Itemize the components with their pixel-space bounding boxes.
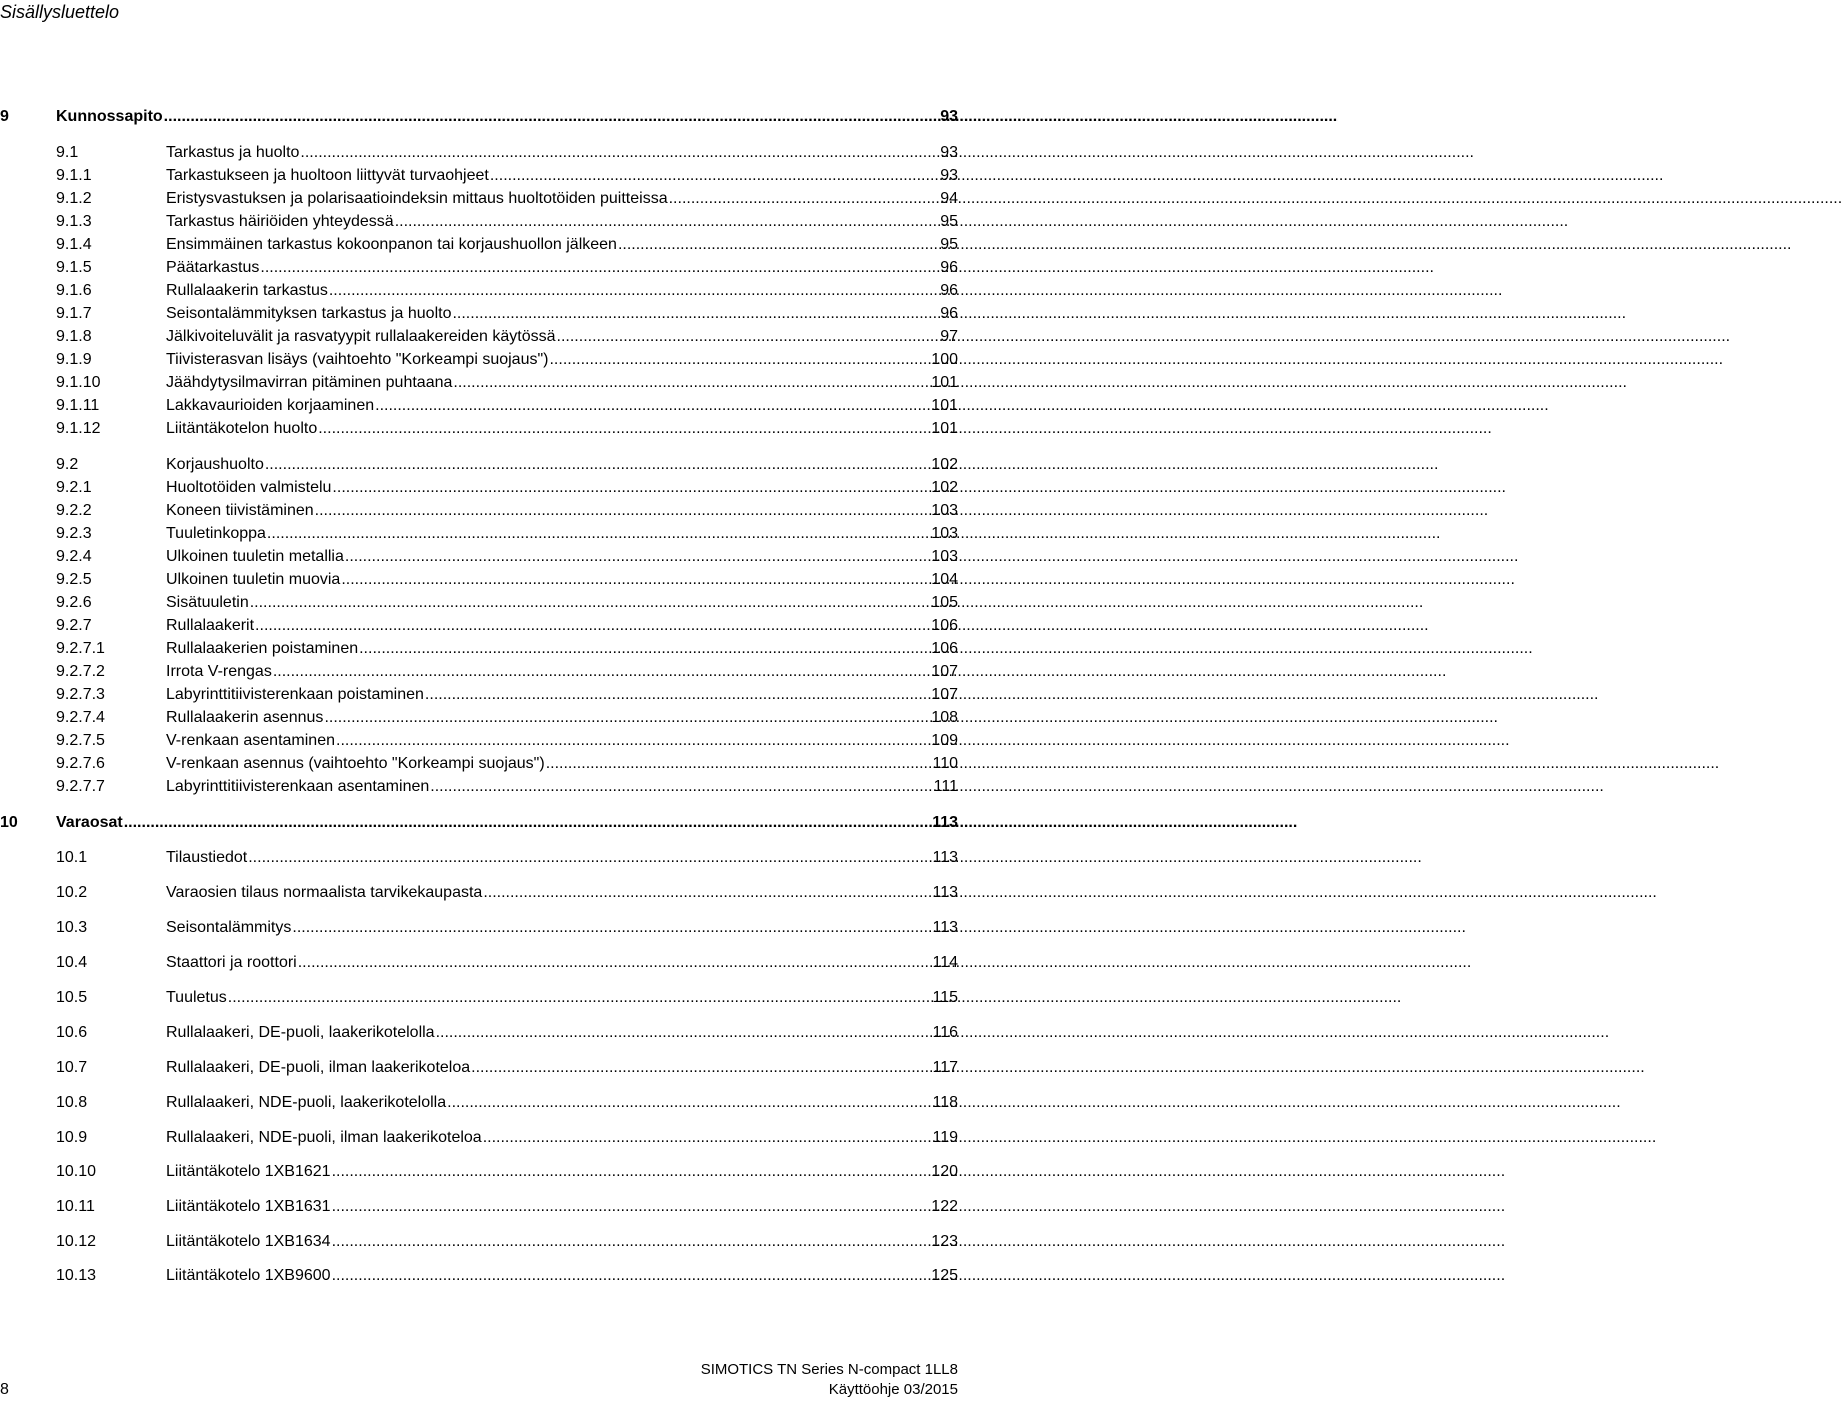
toc-entry[interactable] <box>56 776 958 798</box>
toc-number: 10.5 <box>56 989 88 1006</box>
toc-number: 9.1.1 <box>56 167 92 184</box>
toc-entry[interactable] <box>56 1196 958 1218</box>
toc-page-number[interactable]: 113 <box>932 919 958 936</box>
toc-entry[interactable] <box>56 349 958 371</box>
toc-number: 9.1.8 <box>56 328 92 345</box>
toc-entry[interactable] <box>56 1022 958 1044</box>
toc-leader-dots <box>298 952 932 974</box>
toc-title[interactable]: Rullalaakerit <box>166 617 255 634</box>
toc-entry[interactable] <box>56 882 958 904</box>
toc-page-number[interactable]: 107 <box>931 686 958 703</box>
toc-title[interactable]: Jälkivoiteluvälit ja rasvatyypit rullalaakereiden käytössä <box>166 328 556 345</box>
toc-number: 9.2.2 <box>56 502 92 519</box>
toc-page-number[interactable]: 106 <box>931 640 958 657</box>
toc-number: 10 <box>0 814 18 831</box>
toc-entry[interactable] <box>56 454 958 476</box>
toc-number: 10.11 <box>56 1198 95 1215</box>
toc-leader-dots <box>359 638 930 660</box>
toc-title[interactable]: Ensimmäinen tarkastus kokoonpanon tai korjaushuollon jälkeen <box>166 236 617 253</box>
toc-title[interactable]: Labyrinttitiivisterenkaan poistaminen <box>166 686 424 703</box>
toc-title[interactable]: Rullalaakeri, DE-puoli, ilman laakerikoteloa <box>166 1059 471 1076</box>
toc-leader-dots <box>345 546 930 568</box>
page-title: Sisällysluettelo <box>0 2 120 22</box>
toc-leader-dots <box>273 661 930 683</box>
toc-page-number[interactable]: 107 <box>931 663 958 680</box>
toc-number: 9.1 <box>56 144 79 161</box>
toc-leader-dots <box>292 917 931 939</box>
toc-number: 9.1.5 <box>56 259 92 276</box>
toc-page-number[interactable]: 95 <box>940 213 958 230</box>
toc-leader-dots <box>329 280 939 302</box>
toc-entry[interactable] <box>56 569 958 591</box>
toc-number: 9.1.6 <box>56 282 92 299</box>
toc-title[interactable]: Rullalaakeri, NDE-puoli, ilman laakerikoteloa <box>166 1129 482 1146</box>
toc-leader-dots <box>557 326 940 348</box>
toc-title[interactable]: V-renkaan asentaminen <box>166 732 335 749</box>
toc-page-number[interactable]: 103 <box>931 525 958 542</box>
toc-title[interactable]: Korjaushuolto <box>166 456 264 473</box>
toc-entry[interactable] <box>56 165 958 187</box>
toc-leader-dots <box>228 987 932 1009</box>
toc-leader-dots <box>447 1092 931 1114</box>
toc-entry[interactable] <box>56 211 958 233</box>
toc-entry[interactable] <box>56 1231 958 1253</box>
toc-title[interactable]: Tarkastus ja huolto <box>166 144 300 161</box>
toc-leader-dots <box>332 477 930 499</box>
toc-entry[interactable] <box>56 303 958 325</box>
toc-title[interactable]: Seisontalämmitys <box>166 919 292 936</box>
toc-entry[interactable] <box>56 500 958 522</box>
toc-title[interactable]: Irrota V-rengas <box>166 663 272 680</box>
toc-page-number[interactable]: 94 <box>940 190 958 207</box>
toc-entry[interactable] <box>56 1092 958 1114</box>
toc-leader-dots <box>324 707 930 729</box>
toc-number: 10.10 <box>56 1163 97 1180</box>
toc-title[interactable]: Tiivisterasvan lisäys (vaihtoehto "Korkeampi suojaus") <box>166 351 549 368</box>
toc-number: 9.2.5 <box>56 571 92 588</box>
toc-number: 9.2.1 <box>56 479 92 496</box>
toc-number: 9.2.7.4 <box>56 709 105 726</box>
toc-page-number[interactable]: 96 <box>940 259 958 276</box>
toc-title[interactable]: Huoltotöiden valmistelu <box>166 479 332 496</box>
toc-number: 10.4 <box>56 954 88 971</box>
toc-entry[interactable] <box>56 707 958 729</box>
toc-number: 10.1 <box>56 849 88 866</box>
toc-leader-dots <box>250 592 931 614</box>
toc-page-number[interactable]: 109 <box>931 732 958 749</box>
toc-chapter[interactable] <box>0 106 958 128</box>
toc-title[interactable]: Varaosien tilaus normaalista tarvikekaupasta <box>166 884 483 901</box>
toc-page-number[interactable]: 113 <box>932 849 958 866</box>
toc-entry[interactable] <box>56 1127 958 1149</box>
toc-leader-dots <box>332 1231 931 1253</box>
toc-leader-dots <box>483 882 931 904</box>
toc-title[interactable]: Varaosat <box>56 814 123 831</box>
toc-entry[interactable] <box>56 987 958 1009</box>
toc-title[interactable]: Seisontalämmityksen tarkastus ja huolto <box>166 305 452 322</box>
toc-number: 9.1.7 <box>56 305 92 322</box>
toc-entry[interactable] <box>56 546 958 568</box>
toc-page-number[interactable]: 119 <box>932 1129 958 1146</box>
toc-page-number[interactable]: 113 <box>932 884 958 901</box>
toc-number: 9.2.7.6 <box>56 755 105 772</box>
toc-leader-dots <box>248 847 931 869</box>
toc-title[interactable]: Liitäntäkotelo 1XB1621 <box>166 1163 331 1180</box>
toc-number: 9.2.7.5 <box>56 732 105 749</box>
toc-number: 9.2.7 <box>56 617 92 634</box>
toc-title[interactable]: Sisätuuletin <box>166 594 249 611</box>
toc-title[interactable]: Tarkastus häiriöiden yhteydessä <box>166 213 394 230</box>
toc-title[interactable]: Päätarkastus <box>166 259 260 276</box>
toc-number: 9.1.10 <box>56 374 101 391</box>
toc-number: 10.7 <box>56 1059 88 1076</box>
toc-entry[interactable] <box>56 280 958 302</box>
toc-number: 9.1.2 <box>56 190 92 207</box>
toc-page-number[interactable]: 103 <box>931 502 958 519</box>
toc-page-number[interactable]: 105 <box>931 594 958 611</box>
toc-leader-dots <box>453 372 930 394</box>
toc-page-number[interactable]: 97 <box>940 328 958 345</box>
toc-number: 9.2.4 <box>56 548 92 565</box>
toc-page-number[interactable]: 95 <box>940 236 958 253</box>
toc-title[interactable]: Labyrinttitiivisterenkaan asentaminen <box>166 778 430 795</box>
toc-leader-dots <box>267 523 930 545</box>
toc-number: 9.2.7.1 <box>56 640 105 657</box>
toc-page-number[interactable]: 102 <box>931 456 958 473</box>
toc-leader-dots <box>332 1161 931 1183</box>
toc-leader-dots <box>546 753 932 775</box>
toc-page-number[interactable]: 110 <box>932 755 958 772</box>
footer-product: SIMOTICS TN Series N-compact 1LL8 <box>700 1361 958 1378</box>
toc-leader-dots <box>300 142 939 164</box>
toc-page-number[interactable]: 93 <box>940 144 958 161</box>
toc-number: 10.12 <box>56 1233 97 1250</box>
toc-title[interactable]: Eristysvastuksen ja polarisaatioindeksin mittaus huoltotöiden puitteissa <box>166 190 668 207</box>
toc-number: 10.13 <box>56 1267 97 1284</box>
toc-entry[interactable] <box>56 1265 958 1287</box>
toc-page-number[interactable]: 108 <box>931 709 958 726</box>
toc-leader-dots <box>471 1057 931 1079</box>
toc-page-number[interactable]: 117 <box>932 1059 958 1076</box>
toc-leader-dots <box>332 1265 931 1287</box>
toc-number: 10.2 <box>56 884 88 901</box>
toc-entry[interactable] <box>56 257 958 279</box>
toc-number: 9.2.7.3 <box>56 686 105 703</box>
toc-page-number[interactable]: 96 <box>940 282 958 299</box>
toc-number: 10.3 <box>56 919 88 936</box>
toc-entry[interactable] <box>56 1161 958 1183</box>
toc-entry[interactable] <box>56 847 958 869</box>
toc-title[interactable]: Tuuletus <box>166 989 227 1006</box>
toc-number: 9 <box>0 108 9 125</box>
toc-leader-dots <box>425 684 930 706</box>
toc-page-number[interactable]: 122 <box>931 1198 958 1215</box>
toc-number: 10.8 <box>56 1094 88 1111</box>
toc-number: 9.1.12 <box>56 420 101 437</box>
toc-leader-dots <box>618 234 939 256</box>
toc-leader-dots <box>490 165 939 187</box>
toc-title[interactable]: Liitäntäkotelo 1XB1634 <box>166 1233 331 1250</box>
toc-entry[interactable] <box>56 523 958 545</box>
toc-leader-dots <box>549 349 930 371</box>
toc-entry[interactable] <box>56 188 958 210</box>
toc-page-number[interactable]: 125 <box>931 1267 958 1284</box>
toc-leader-dots <box>395 211 940 233</box>
toc-number: 10.6 <box>56 1024 88 1041</box>
toc-number: 9.2.7.2 <box>56 663 105 680</box>
toc-number: 9.1.4 <box>56 236 92 253</box>
toc-leader-dots <box>124 812 931 834</box>
toc-title[interactable]: Staattori ja roottori <box>166 954 297 971</box>
toc-leader-dots <box>483 1127 932 1149</box>
toc-entry[interactable] <box>56 638 958 660</box>
toc-page-number[interactable]: 104 <box>931 571 958 588</box>
toc-number: 9.2.7.7 <box>56 778 105 795</box>
toc-entry[interactable] <box>56 753 958 775</box>
toc-title[interactable]: Rullalaakeri, NDE-puoli, laakerikotelolla <box>166 1094 447 1111</box>
toc-title[interactable]: Ulkoinen tuuletin muovia <box>166 571 341 588</box>
toc-leader-dots <box>375 395 930 417</box>
toc-leader-dots <box>164 106 940 128</box>
toc-title[interactable]: Rullalaakerien poistaminen <box>166 640 359 657</box>
toc-title[interactable]: Tilaustiedot <box>166 849 248 866</box>
toc-leader-dots <box>260 257 939 279</box>
toc-leader-dots <box>318 418 930 440</box>
toc-title[interactable]: Lakkavaurioiden korjaaminen <box>166 397 375 414</box>
footer-document: Käyttöohje 03/2015 <box>828 1381 958 1398</box>
toc-entry[interactable] <box>56 952 958 974</box>
toc-title[interactable]: Ulkoinen tuuletin metallia <box>166 548 344 565</box>
toc-leader-dots <box>265 454 930 476</box>
toc-entry[interactable] <box>56 661 958 683</box>
toc-page-number[interactable]: 120 <box>931 1163 958 1180</box>
toc-title[interactable]: Liitäntäkotelo 1XB1631 <box>166 1198 331 1215</box>
footer-info <box>701 1360 958 1400</box>
toc-page-number[interactable]: 118 <box>932 1094 958 1111</box>
toc-title[interactable]: Tuuletinkoppa <box>166 525 266 542</box>
toc-page-number[interactable]: 111 <box>933 778 958 795</box>
toc-page-number[interactable]: 103 <box>931 548 958 565</box>
toc-entry[interactable] <box>56 418 958 440</box>
footer-page-number: 8 <box>0 1381 9 1398</box>
toc-title[interactable]: Jäähdytysilmavirran pitäminen puhtaana <box>166 374 453 391</box>
toc-number: 9.1.3 <box>56 213 92 230</box>
toc-page-number[interactable]: 96 <box>940 305 958 322</box>
toc-page-number[interactable]: 115 <box>932 989 958 1006</box>
toc-page-number[interactable]: 100 <box>931 351 958 368</box>
toc-leader-dots <box>315 500 931 522</box>
toc-leader-dots <box>669 188 940 210</box>
toc-page-number[interactable]: 101 <box>931 397 958 414</box>
toc-entry[interactable] <box>56 917 958 939</box>
toc-page-number[interactable]: 101 <box>931 420 958 437</box>
toc-number: 10.9 <box>56 1129 88 1146</box>
toc-number: 9.2.6 <box>56 594 92 611</box>
toc-entry[interactable] <box>56 1057 958 1079</box>
toc-number: 9.1.11 <box>56 397 100 414</box>
toc-title[interactable]: Rullalaakeri, DE-puoli, laakerikotelolla <box>166 1024 435 1041</box>
toc-number: 9.2.3 <box>56 525 92 542</box>
toc-entry[interactable] <box>56 730 958 752</box>
toc-entry[interactable] <box>56 234 958 256</box>
toc-entry[interactable] <box>56 372 958 394</box>
toc-entry[interactable] <box>56 684 958 706</box>
toc-page-number[interactable]: 106 <box>931 617 958 634</box>
toc-entry[interactable] <box>56 477 958 499</box>
toc-page-number[interactable]: 114 <box>932 954 958 971</box>
toc-entry[interactable] <box>56 142 958 164</box>
toc-title[interactable]: Koneen tiivistäminen <box>166 502 314 519</box>
toc-page-number[interactable]: 102 <box>931 479 958 496</box>
toc-title[interactable]: Liitäntäkotelo 1XB9600 <box>166 1267 331 1284</box>
toc-entry[interactable] <box>56 615 958 637</box>
toc-page-number[interactable]: 113 <box>932 814 958 831</box>
toc-entry[interactable] <box>56 592 958 614</box>
toc-title[interactable]: Kunnossapito <box>56 108 163 125</box>
toc-leader-dots <box>452 303 939 325</box>
toc-page-number[interactable]: 101 <box>931 374 958 391</box>
toc-leader-dots <box>341 569 930 591</box>
toc-title[interactable]: Tarkastukseen ja huoltoon liittyvät turvaohjeet <box>166 167 489 184</box>
toc-title[interactable]: Liitäntäkotelon huolto <box>166 420 318 437</box>
toc-chapter[interactable] <box>0 812 958 834</box>
toc-number: 9.1.9 <box>56 351 92 368</box>
toc-leader-dots <box>336 730 930 752</box>
toc-page-number[interactable]: 93 <box>940 167 958 184</box>
toc-title[interactable]: V-renkaan asennus (vaihtoehto "Korkeampi suojaus") <box>166 755 545 772</box>
toc-leader-dots <box>255 615 930 637</box>
toc-number: 9.2 <box>56 456 79 473</box>
toc-leader-dots <box>436 1022 932 1044</box>
toc-page-number[interactable]: 123 <box>931 1233 958 1250</box>
toc-entry[interactable] <box>56 395 958 417</box>
toc-title[interactable]: Rullalaakerin tarkastus <box>166 282 328 299</box>
toc-page-number[interactable]: 93 <box>940 108 958 125</box>
toc-leader-dots <box>332 1196 931 1218</box>
toc-title[interactable]: Rullalaakerin asennus <box>166 709 324 726</box>
toc-entry[interactable] <box>56 326 958 348</box>
toc-page-number[interactable]: 116 <box>932 1024 958 1041</box>
toc-leader-dots <box>430 776 932 798</box>
